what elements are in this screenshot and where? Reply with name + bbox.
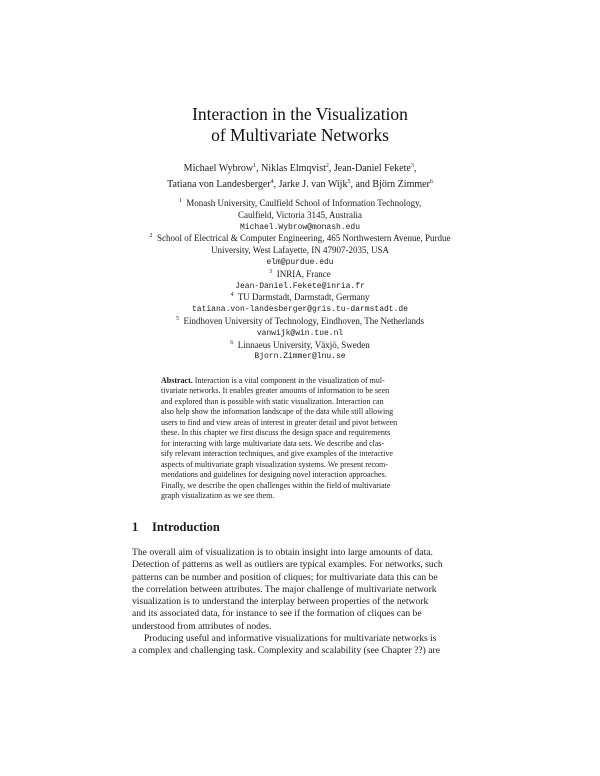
affiliation-text: Linnaeus University, Växjö, Sweden <box>237 339 370 350</box>
author-name: Jarke J. van Wijk <box>278 179 348 190</box>
affiliation-text: Monash University, Caulfield School of Information Technology, <box>186 198 422 208</box>
abstract-line: for interacting with large multivariate data sets. We describe and clas- <box>161 438 385 448</box>
paragraph <box>132 633 468 658</box>
abstract-line: aspects of multivariate graph visualization systems. We present recom- <box>161 459 388 469</box>
body-line: a complex and challenging task. Complexity and scalability (see Chapter ??) are <box>132 645 440 657</box>
title-line-2: of Multivariate Networks <box>211 125 389 145</box>
author-name: Niklas Elmqvist <box>261 163 326 174</box>
body-line: visualization is to understand the interplay between properties of the network <box>132 596 429 608</box>
affiliation <box>0 316 600 340</box>
author-name: Björn Zimmer <box>372 179 430 190</box>
affiliation-email: elm@purdue.edu <box>266 257 334 267</box>
affiliation-mark: 4 <box>230 292 234 299</box>
author-mark: 3 <box>410 163 414 169</box>
affiliation-mark: 5 <box>176 315 180 322</box>
abstract-line: also help show the information landscape of the data while still allowing <box>161 407 394 417</box>
author-name: Michael Wybrow <box>183 163 254 174</box>
affiliation-mark: 6 <box>230 339 234 346</box>
author-name: Tatiana von Landesberger <box>167 179 271 190</box>
abstract-line: and explored than is possible with static visualization. Interaction can <box>161 396 384 406</box>
affiliation <box>0 340 600 364</box>
abstract-line: graph visualization as we see them. <box>161 490 275 500</box>
body-text <box>132 547 468 658</box>
author-mark: 5 <box>347 179 351 185</box>
affiliation-text: INRIA, France <box>276 268 331 279</box>
affiliation-mark: 2 <box>149 233 153 240</box>
affiliation <box>0 269 600 293</box>
affiliation-text: School of Electrical & Computer Engineering, 465 Northwestern Avenue, Purdue <box>156 233 451 244</box>
affiliation <box>0 233 600 268</box>
abstract-line: these. In this chapter we first discuss the design space and requirements <box>161 428 391 438</box>
affiliation-mark: 3 <box>269 268 273 275</box>
title-line-1: Interaction in the Visualization <box>192 104 408 124</box>
author-line-1: Michael Wybrow$^1$, Niklas Elmqvist$^2$, Jean-Daniel Fekete$^3$, <box>183 163 417 174</box>
body-line: and its associated data, for instance to see if the formation of cliques can be <box>132 608 422 620</box>
body-line: understood from attributes of nodes. <box>132 620 272 632</box>
abstract-line: Interaction is a vital component in the visualization of mul- <box>194 376 385 385</box>
abstract <box>161 376 447 501</box>
abstract-line: users to find and view areas of interest in greater detail and pivot between <box>161 417 398 427</box>
affiliation-text: Caulfield, Victoria 3145, Australia <box>237 209 363 220</box>
author-mark: 1 <box>253 163 257 169</box>
body-line: Producing useful and informative visualizations for multivariate networks is <box>144 633 437 645</box>
affiliation-email: Bjorn.Zimmer@lnu.se <box>254 352 346 362</box>
author-list <box>0 161 600 193</box>
body-line: the correlation between attributes. The major challenge of multivariate network <box>132 583 437 595</box>
abstract-line: tivariate networks. It enables greater amounts of information to be seen <box>161 386 390 396</box>
author-line-2: Tatiana von Landesberger$^4$, Jarke J. van Wijk$^5$, and Björn Zimmer$^6$ <box>167 179 433 190</box>
affiliation-list <box>0 198 600 363</box>
paragraph <box>132 547 468 633</box>
author-name: Jean-Daniel Fekete <box>333 163 411 174</box>
section-heading <box>132 520 220 535</box>
affiliation <box>0 292 600 316</box>
section-number: 1 <box>132 520 139 534</box>
author-mark: 4 <box>270 179 274 185</box>
abstract-line: Finally, we describe the open challenges within the field of multivariate <box>161 480 391 490</box>
section-title: Introduction <box>152 520 220 534</box>
body-line: The overall aim of visualization is to obtain insight into large amounts of data. <box>132 547 433 558</box>
affiliation-text: TU Darmstadt, Darmstadt, Germany <box>237 292 370 303</box>
author-mark: 2 <box>325 163 329 169</box>
affiliation-email: vanwijk@win.tue.nl <box>256 328 344 338</box>
affiliation-mark: 1 <box>178 198 182 204</box>
affiliation-email: Jean-Daniel.Fekete@inria.fr <box>235 281 365 291</box>
affiliation-text: University, West Lafayette, IN 47907-2035, USA <box>211 245 389 256</box>
author-mark: 6 <box>429 179 433 185</box>
body-line: patterns can be number and position of cliques; for multivariate data this can be <box>132 571 438 583</box>
affiliation-email: Michael.Wybrow@monash.edu <box>239 222 361 232</box>
body-line: Detection of patterns as well as outliers are typical examples. For networks, such <box>132 559 443 571</box>
paper-title <box>0 104 600 146</box>
abstract-line: mendations and guidelines for designing novel interaction approaches. <box>161 470 387 480</box>
abstract-label: Abstract. <box>161 376 193 385</box>
abstract-line: sify relevant interaction techniques, and give examples of the interactive <box>161 449 393 459</box>
affiliation-email: tatiana.von-landesberger@gris.tu-darmstadt.de <box>191 305 409 315</box>
affiliation <box>0 198 600 233</box>
affiliation-text: Eindhoven University of Technology, Eindhoven, The Netherlands <box>183 315 424 326</box>
